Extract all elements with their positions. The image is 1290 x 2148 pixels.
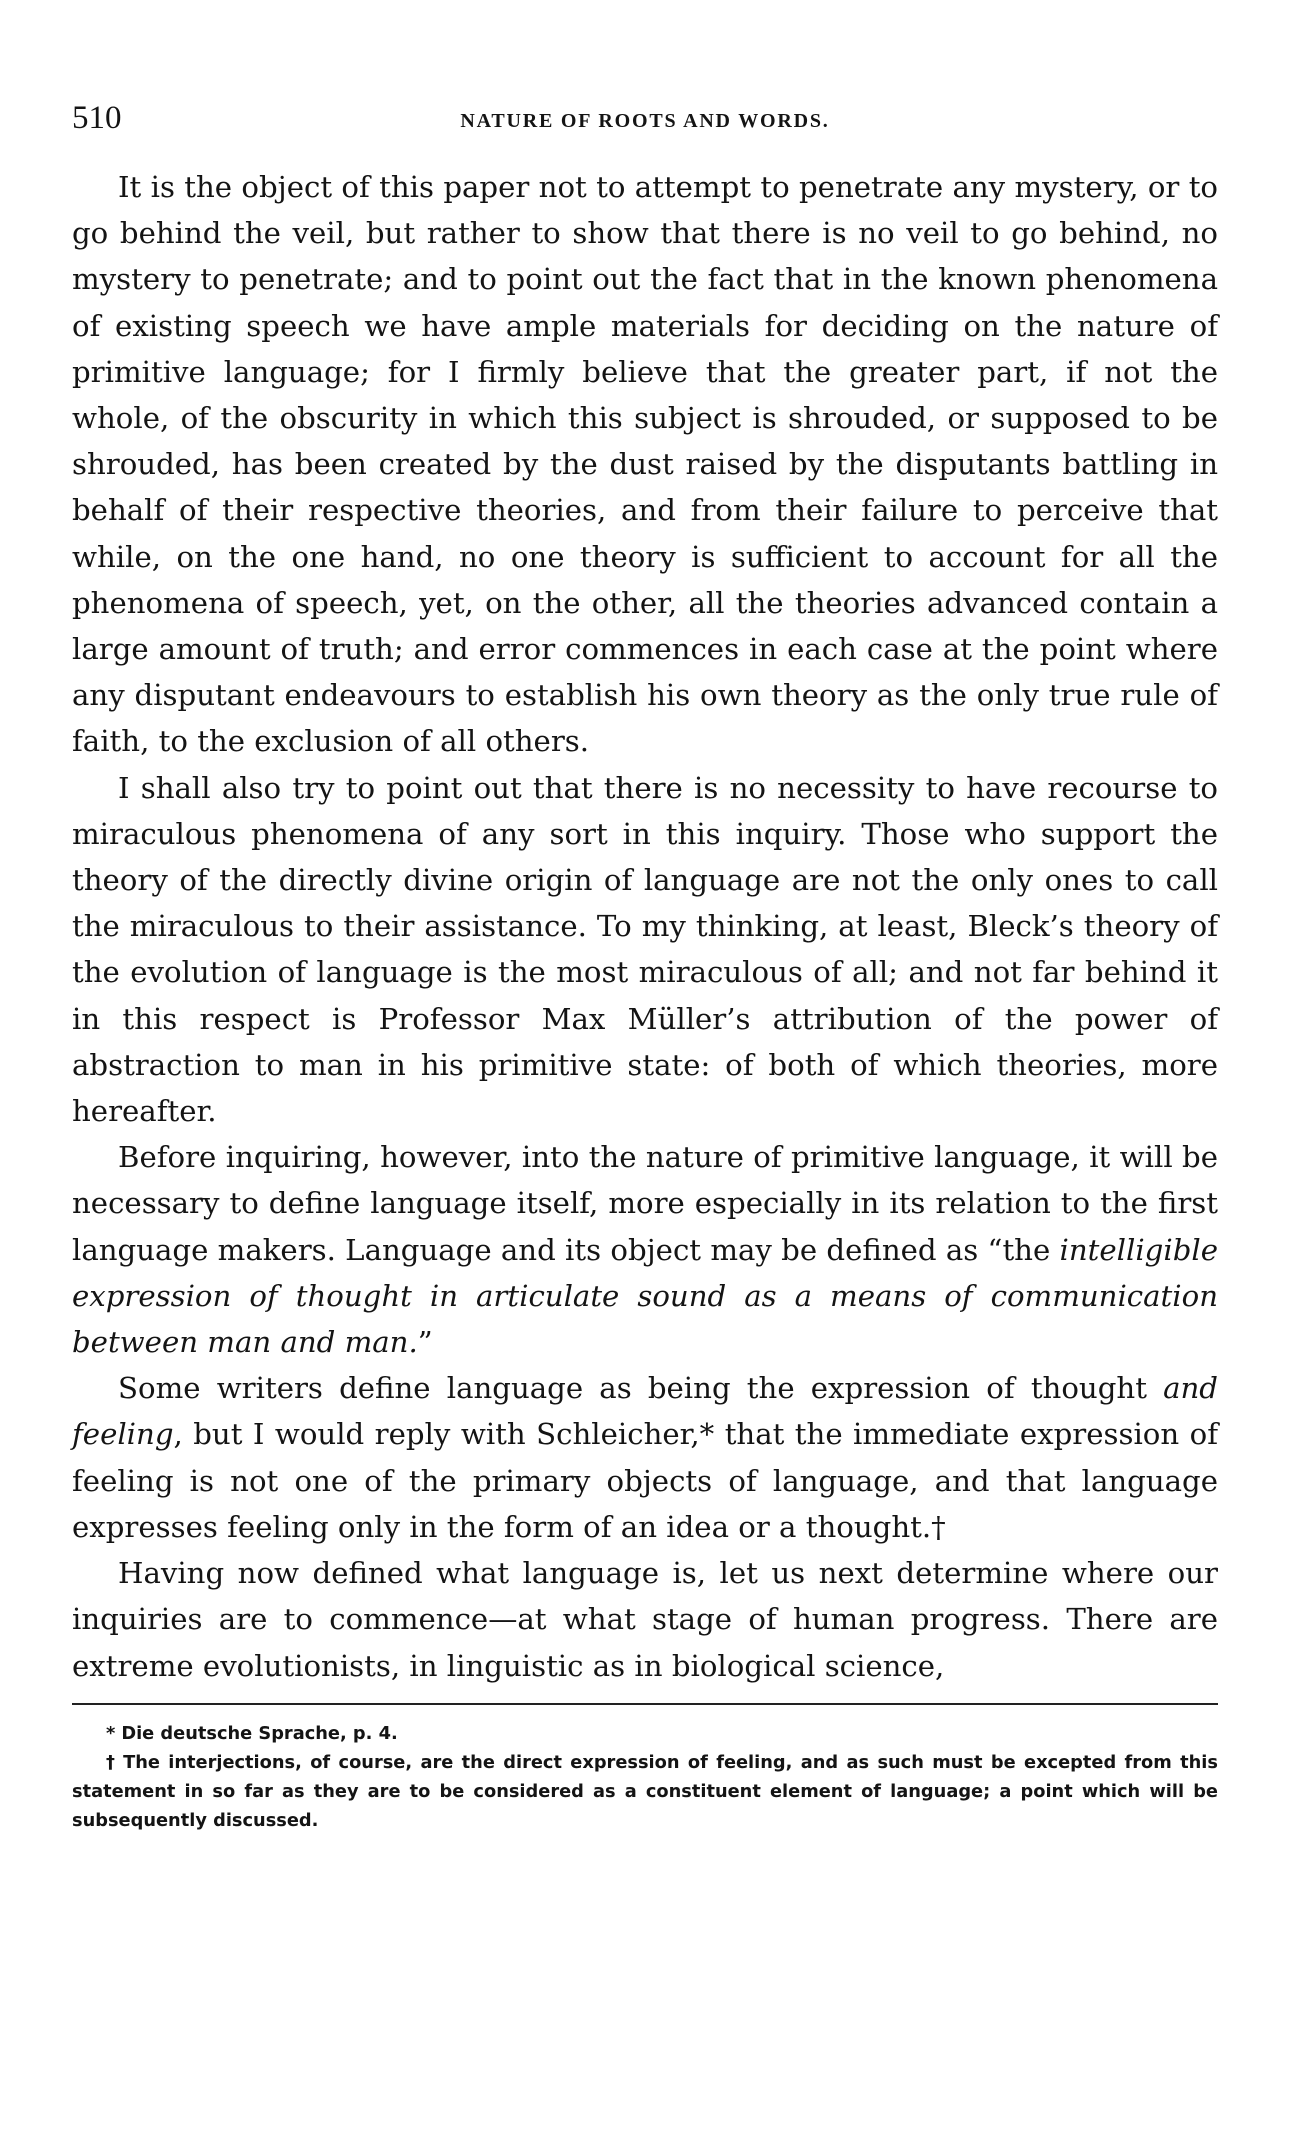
footnote-mark: † [106, 1751, 118, 1773]
running-title: NATURE OF ROOTS AND WORDS. [460, 110, 830, 132]
paragraph-text: ” [417, 1325, 433, 1360]
book-page [72, 96, 1218, 1835]
paragraph-text: Before inquiring, however, into the nature of primitive language, it will be necessary to define language itself, more especially in its relation to the first language makers. Language and its object may be defined as “the [72, 1140, 1218, 1267]
footnote-text: Die deutsche Sprache, p. 4. [121, 1722, 398, 1744]
footnotes [72, 1719, 1218, 1835]
emphasis-italic: and feeling [72, 1371, 1218, 1452]
page-number: 510 [72, 100, 122, 136]
footnote-text: The interjections, of course, are the direct expression of feeling, and as such must be excepted from this statement in so far as they are to be considered as a constituent element of language; a point which will be subsequently discussed. [72, 1751, 1218, 1831]
definition-italic: intelligible expression of thought in articulate sound as a means of communication between man and man. [72, 1232, 1218, 1360]
paragraph [72, 1134, 1218, 1365]
page-header [72, 96, 1218, 156]
paragraph [72, 1550, 1218, 1689]
paragraph-text: , but I would reply with Schleicher,* that the immediate expression of feeling is not one of the primary objects of language, and that language expresses feeling only in the form of an idea or a thought.† [72, 1417, 1218, 1544]
paragraph [72, 765, 1218, 1135]
footnote-divider [72, 1703, 1218, 1705]
paragraph-text: Some writers define language as being the expression of thought [118, 1371, 1164, 1406]
body-text [72, 164, 1218, 1689]
paragraph-text: I shall also try to point out that there is no necessity to have recourse to miraculous phenomena of any sort in this inquiry. Those who support the theory of the directly divine origin of language are not the only ones to call the miraculous to their assistance. To my thinking, at least, Bleck’s theory of the evolution of language is the most miraculous of all; and not far behind it in this respect is Professor Max Müller’s attribution of the power of abstraction to man in his primitive state: of both of which theories, more hereafter. [72, 770, 1218, 1129]
paragraph [72, 1365, 1218, 1550]
footnote-mark: * [106, 1722, 116, 1744]
footnote [72, 1748, 1218, 1835]
footnote [72, 1719, 1218, 1748]
paragraph-text: It is the object of this paper not to attempt to penetrate any mystery, or to go behind the veil, but rather to show that there is no veil to go behind, no mystery to penetrate; and to point out the fact that in the known phenomena of existing speech we have ample materials for deciding on the nature of primitive language; for I firmly believe that the greater part, if not the whole, of the obscurity in which this subject is shrouded, or supposed to be shrouded, has been created by the dust raised by the disputants battling in behalf of their respective theories, and from their failure to perceive that while, on the one hand, no one theory is sufficient to account for all the phenomena of speech, yet, on the other, all the theories advanced contain a large amount of truth; and error commences in each case at the point where any disputant endeavours to establish his own theory as the only true rule of faith, to the exclusion of all others. [72, 170, 1218, 759]
paragraph [72, 164, 1218, 765]
paragraph-text: Having now defined what language is, let us next determine where our inquiries are to commence—at what stage of human progress. There are extreme evolutionists, in linguistic as in biological science, [72, 1556, 1218, 1683]
